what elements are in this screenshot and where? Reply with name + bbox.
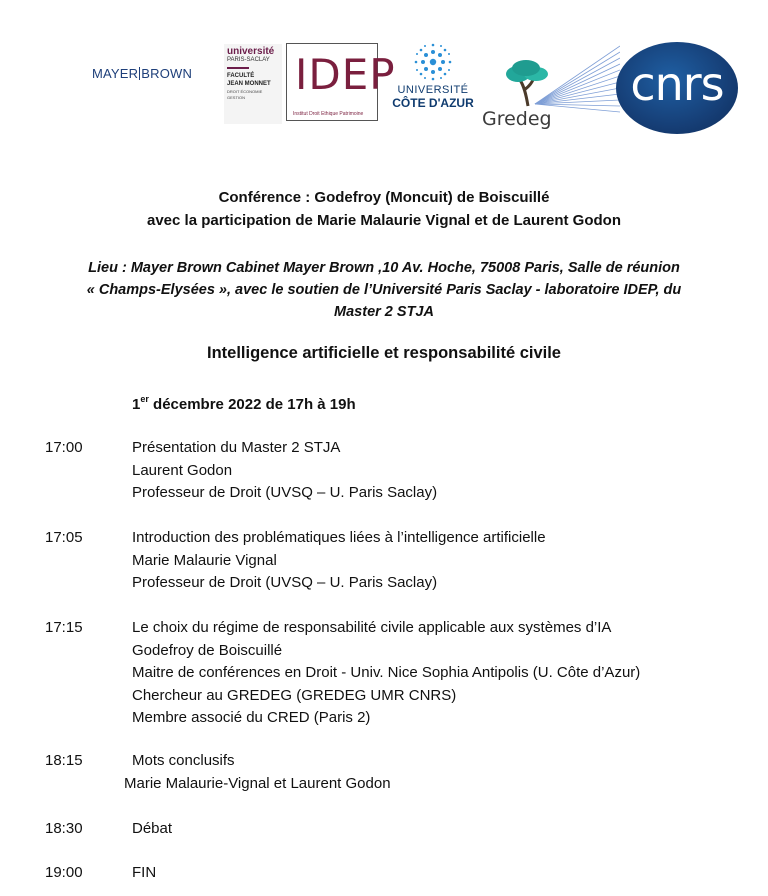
conference-theme: Intelligence artificielle et responsabilité civile (207, 344, 561, 362)
program-lines (132, 818, 172, 841)
location-block (0, 257, 768, 323)
idep-logo-name: IDEP (295, 50, 396, 99)
program-line: Introduction des problématiques liées à l’intelligence artificielle (132, 529, 546, 546)
location-line-3: Master 2 STJA (334, 304, 434, 320)
paris-saclay-logo-line3: FACULTÉ (227, 73, 255, 79)
program-lines (132, 437, 437, 505)
mayer-brown-logo-left: MAYER (92, 66, 139, 81)
program-line: FIN (132, 864, 157, 881)
gredeg-logo-name: Gredeg (482, 108, 552, 130)
program-line: Membre associé du CRED (Paris 2) (132, 709, 371, 726)
program-line: Débat (132, 820, 173, 837)
paris-saclay-logo-line5: DROIT ÉCONOMIE GESTION (227, 89, 263, 100)
conference-participants: avec la participation de Marie Malaurie Vignal et de Laurent Godon (146, 212, 621, 229)
logo-bar (0, 0, 768, 150)
date-day: 1 (132, 396, 141, 413)
program-lines (132, 862, 156, 885)
paris-saclay-logo-line2: PARIS-SACLAY (227, 57, 270, 63)
paris-saclay-logo-bar (227, 67, 249, 69)
program-line: Marie Malaurie Vignal (132, 551, 277, 569)
gredeg-tree-icon (480, 44, 620, 114)
cnrs-logo (616, 42, 738, 134)
cote-azur-logo-line1: UNIVERSITÉ (397, 84, 469, 96)
date-suffix: er (140, 394, 149, 404)
program-line: Le choix du régime de responsabilité civile applicable aux systèmes d’IA (132, 619, 612, 636)
program-line: Chercheur au GREDEG (GREDEG UMR CNRS) (132, 686, 457, 704)
mayer-brown-logo-right: BROWN (141, 66, 193, 81)
cote-azur-logo (388, 42, 478, 122)
program-lines (124, 750, 391, 795)
program-line: Godefroy de Boiscuillé (132, 641, 283, 659)
cote-azur-dots-icon (413, 42, 453, 82)
idep-logo-subtitle: Institut Droit Ethique Patrimoine (293, 111, 364, 117)
conference-header (0, 186, 768, 232)
program-line: Laurent Godon (132, 461, 233, 479)
location-line-1: Lieu : Mayer Brown Cabinet Mayer Brown ,10 Av. Hoche, 75008 Paris, Salle de réunion (88, 260, 680, 276)
gredeg-logo (480, 44, 620, 136)
program-line: Mots conclusifs (132, 752, 235, 769)
program-line: Présentation du Master 2 STJA (132, 439, 341, 456)
program-time: 17:05 (45, 529, 83, 546)
cnrs-logo-name: cnrs (630, 57, 724, 111)
program-line: Professeur de Droit (UVSQ – U. Paris Saclay) (132, 484, 438, 501)
conference-title: Conférence : Godefroy (Moncuit) de Boiscuillé (218, 189, 550, 206)
program-time: 17:00 (45, 439, 83, 456)
program-lines (132, 527, 546, 595)
mayer-brown-logo (92, 66, 192, 81)
program-time: 18:15 (45, 752, 83, 769)
cote-azur-logo-line2: CÔTE D'AZUR (392, 96, 474, 110)
program-line: Maitre de conférences en Droit - Univ. Nice Sophia Antipolis (U. Côte d’Azur) (132, 664, 641, 681)
program-lines (132, 617, 640, 730)
program-line: Professeur de Droit (UVSQ – U. Paris Saclay) (132, 574, 438, 591)
location-line-2: « Champs-Elysées », avec le soutien de l’Université Paris Saclay - laboratoire IDEP, du (86, 282, 682, 298)
program-time: 17:15 (45, 619, 83, 636)
conference-date (132, 394, 356, 413)
paris-saclay-logo (224, 44, 282, 124)
paris-saclay-logo-line4: JEAN MONNET (227, 81, 271, 87)
idep-logo (286, 43, 396, 121)
date-rest: décembre 2022 de 17h à 19h (148, 396, 356, 413)
program-time: 19:00 (45, 864, 83, 881)
program-time: 18:30 (45, 820, 83, 837)
paris-saclay-logo-line1: université (227, 46, 275, 57)
program-line: Marie Malaurie-Vignal et Laurent Godon (124, 774, 391, 792)
